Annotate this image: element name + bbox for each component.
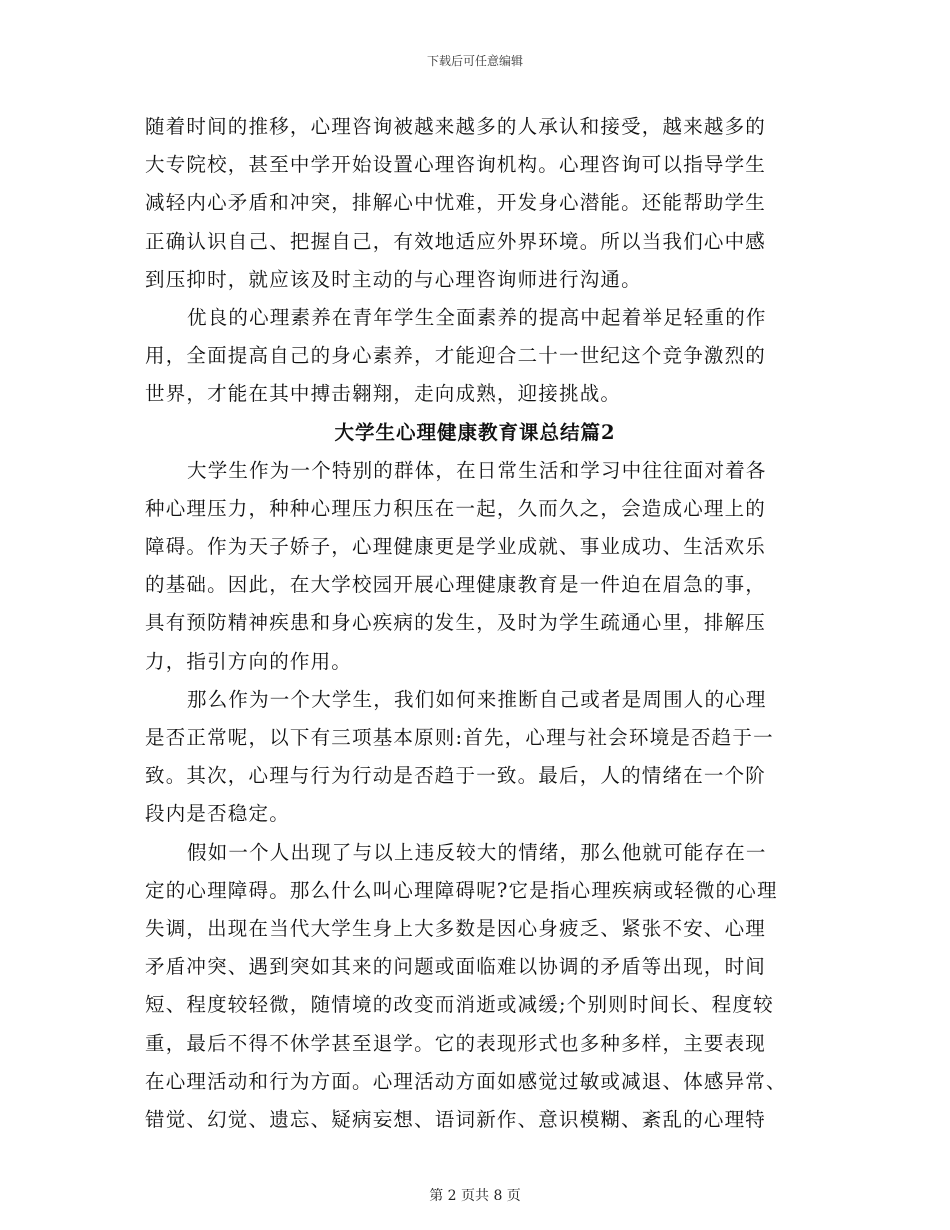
paragraph-line: 矛盾冲突、遇到突如其来的问题或面临难以协调的矛盾等出现，时间 — [145, 955, 767, 979]
paragraph-first-line: 优良的心理素养在青年学生全面素养的提高中起着举足轻重的作 — [187, 305, 767, 329]
paragraph-line: 的基础。因此，在大学校园开展心理健康教育是一件迫在眉急的事， — [145, 573, 767, 597]
page-header: 下载后可任意编辑 — [426, 54, 523, 68]
page-footer: 第 2 页共 8 页 — [429, 1188, 521, 1204]
paragraph-line: 障碍。作为天子娇子，心理健康更是学业成就、事业成功、生活欢乐 — [145, 535, 767, 559]
paragraph-line: 到压抑时，就应该及时主动的与心理咨询师进行沟通。 — [145, 267, 642, 291]
paragraph-line: 种心理压力，种种心理压力积压在一起，久而久之，会造成心理上的 — [145, 496, 767, 520]
paragraph-line: 正确认识自己、把握自己，有效地适应外界环境。所以当我们心中感 — [145, 229, 767, 253]
paragraph-line: 段内是否稳定。 — [145, 802, 290, 826]
section-title: 大学生心理健康教育课总结篇2 — [334, 420, 616, 444]
paragraph-first-line: 假如一个人出现了与以上违反较大的情绪，那么他就可能存在一 — [187, 840, 767, 864]
paragraph-line: 大专院校，甚至中学开始设置心理咨询机构。心理咨询可以指导学生 — [145, 153, 767, 177]
paragraph-line: 减轻内心矛盾和冲突，排解心中忧难，开发身心潜能。还能帮助学生 — [145, 191, 767, 215]
paragraph-line: 致。其次，心理与行为行动是否趋于一致。最后，人的情绪在一个阶 — [145, 764, 767, 788]
paragraph-line: 错觉、幻觉、遗忘、疑病妄想、语词新作、意识模糊、紊乱的心理特 — [145, 1107, 767, 1131]
paragraph-line: 短、程度较轻微，随情境的改变而消逝或减缓;个别则时间长、程度较 — [145, 993, 774, 1017]
paragraph-line: 失调，出现在当代大学生身上大多数是因心身疲乏、紧张不安、心理 — [145, 916, 767, 940]
paragraph-first-line: 大学生作为一个特别的群体，在日常生活和学习中往往面对着各 — [187, 458, 767, 482]
paragraph-line: 具有预防精神疾患和身心疾病的发生，及时为学生疏通心里，排解压 — [145, 611, 767, 635]
paragraph-line: 在心理活动和行为方面。心理活动方面如感觉过敏或减退、体感异常、 — [145, 1069, 787, 1093]
paragraph-line: 定的心理障碍。那么什么叫心理障碍呢?它是指心理疾病或轻微的心理 — [145, 878, 778, 902]
paragraph-line: 随着时间的推移，心理咨询被越来越多的人承认和接受，越来越多的 — [145, 115, 767, 138]
document-body — [145, 108, 805, 1139]
paragraph-line: 用，全面提高自己的身心素养，才能迎合二十一世纪这个竞争激烈的 — [145, 344, 767, 368]
paragraph-line: 重，最后不得不休学甚至退学。它的表现形式也多种多样，主要表现 — [145, 1031, 767, 1055]
paragraph-line: 是否正常呢，以下有三项基本原则:首先，心理与社会环境是否趋于一 — [145, 726, 774, 749]
paragraph-first-line: 那么作为一个大学生，我们如何来推断自己或者是周围人的心理 — [187, 687, 767, 711]
paragraph-line: 世界，才能在其中搏击翱翔，走向成熟，迎接挑战。 — [145, 382, 622, 406]
paragraph-line: 力，指引方向的作用。 — [145, 649, 353, 673]
